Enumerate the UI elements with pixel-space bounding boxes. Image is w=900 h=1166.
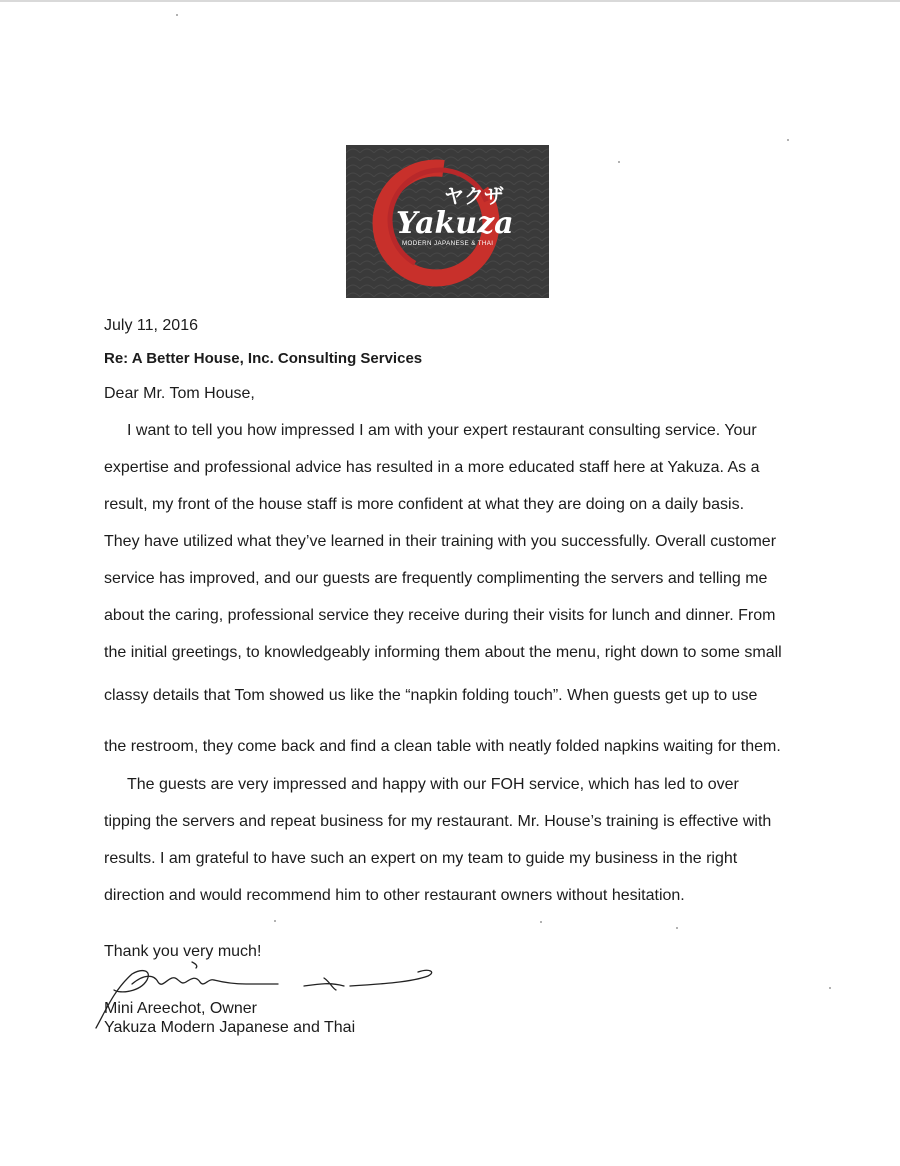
scan-speck [274,920,276,922]
signer-company: Yakuza Modern Japanese and Thai [104,1019,356,1036]
logo-tagline: MODERN JAPANESE & THAI [402,240,494,247]
scan-speck [787,139,789,141]
scan-speck [618,161,620,163]
logo-name: Yakuza [396,206,514,241]
scan-speck [676,927,678,929]
paragraph-line: about the caring, professional service they receive during their visits for lunch and dinner. From [104,607,776,624]
scan-speck [540,921,542,923]
paragraph-line: They have utilized what they’ve learned in their training with you successfully. Overall customer [104,533,777,550]
paragraph-line: the initial greetings, to knowledgeably informing them about the menu, right down to some small [104,644,782,661]
paragraph-line: The guests are very impressed and happy with our FOH service, which has led to over [127,776,739,793]
logo-katakana: ヤクザ [444,184,504,208]
paragraph-line: result, my front of the house staff is more confident at what they are doing on a daily basis. [104,496,745,513]
yakuza-logo [346,145,549,298]
scan-speck [829,987,831,989]
paragraph-line: I want to tell you how impressed I am with your expert restaurant consulting service. Your [127,422,757,439]
paragraph-line: expertise and professional advice has resulted in a more educated staff here at Yakuza. As a [104,459,760,476]
paragraph-line: results. I am grateful to have such an expert on my team to guide my business in the right [104,850,738,867]
letter-salutation: Dear Mr. Tom House, [104,385,255,402]
letter-closing: Thank you very much! [104,943,262,960]
scan-speck [176,14,178,16]
paragraph-line: the restroom, they come back and find a clean table with neatly folded napkins waiting for them. [104,738,781,755]
paragraph-line: tipping the servers and repeat business for my restaurant. Mr. House’s training is effective with [104,813,772,830]
letter-date: July 11, 2016 [104,317,198,334]
paragraph-line: classy details that Tom showed us like the “napkin folding touch”. When guests get up to use [104,687,758,704]
scan-border [0,0,900,2]
signer-name: Mini Areechot, Owner [104,1000,257,1017]
paragraph-line: service has improved, and our guests are frequently complimenting the servers and telling me [104,570,768,587]
letter-subject: Re: A Better House, Inc. Consulting Services [104,350,423,367]
paragraph-line: direction and would recommend him to other restaurant owners without hesitation. [104,887,685,904]
